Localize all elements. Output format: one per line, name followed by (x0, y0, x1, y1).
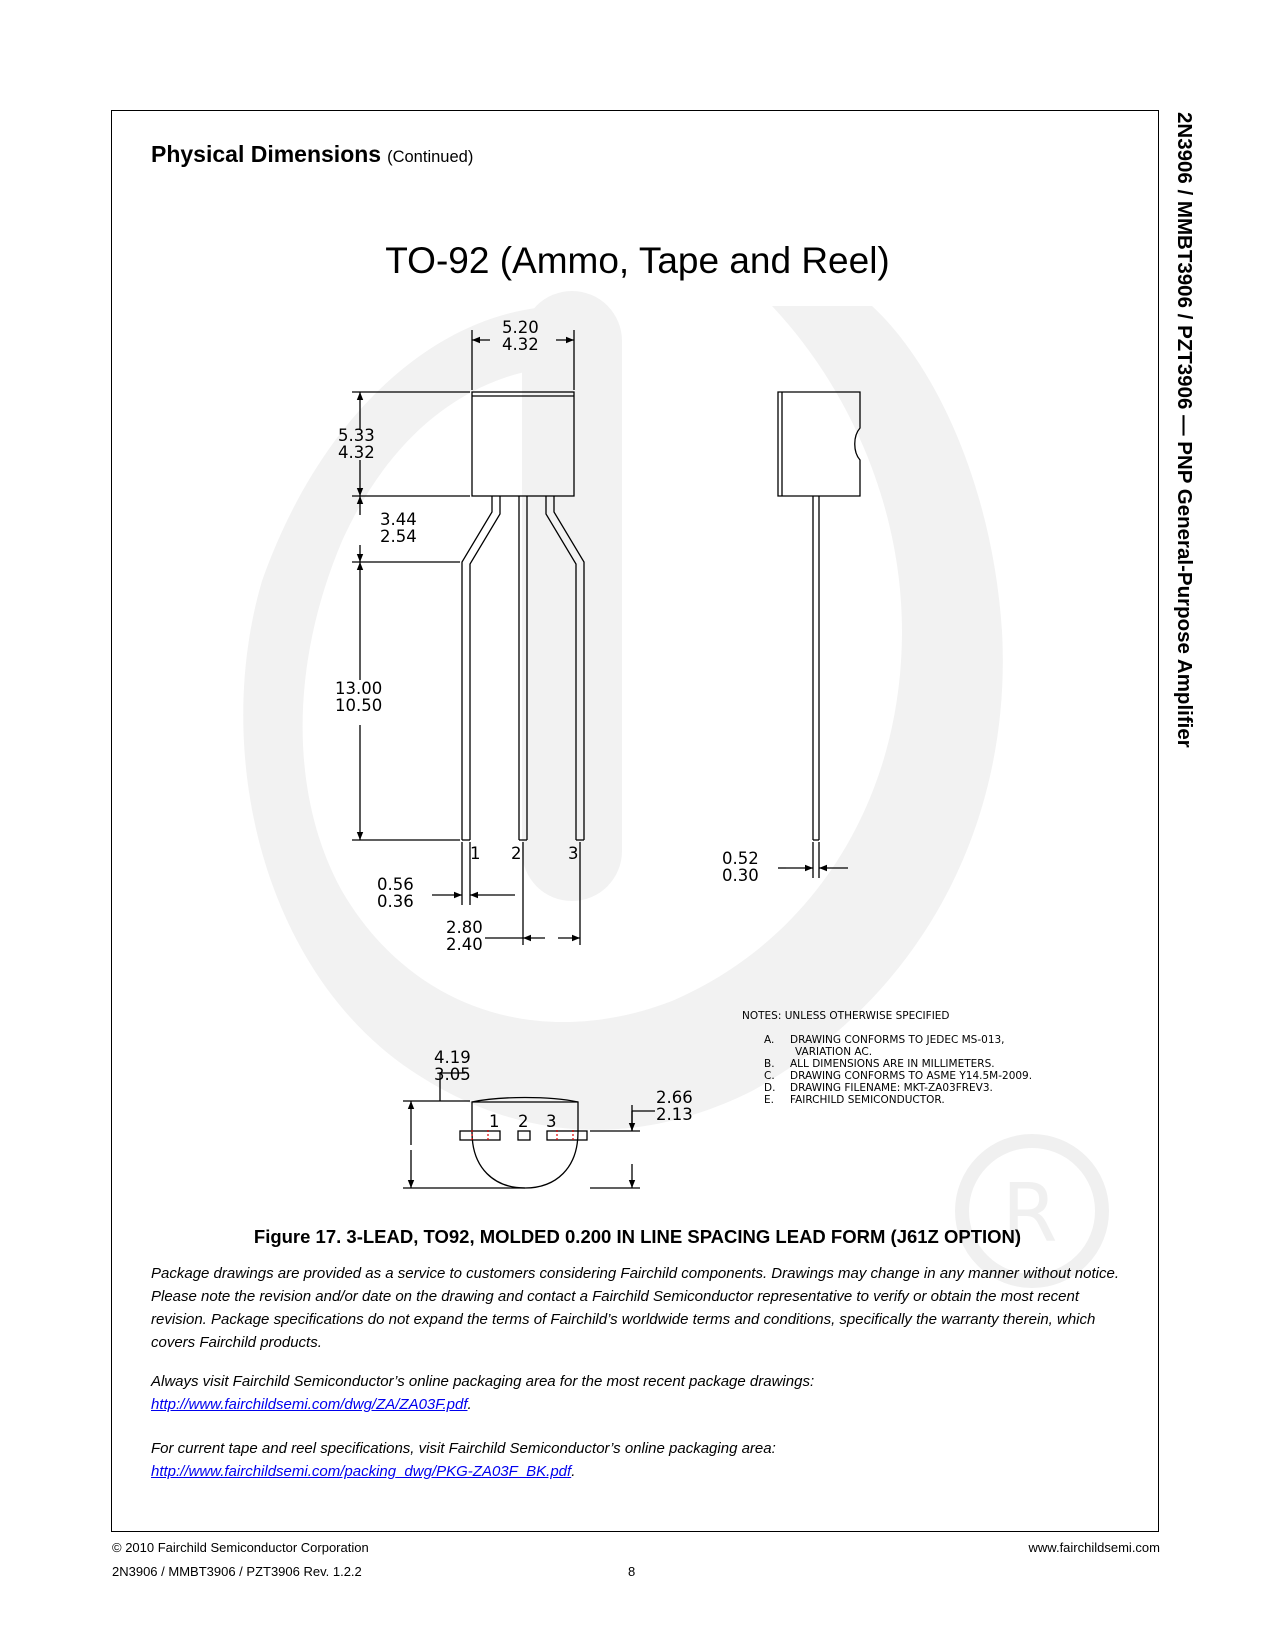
note-c-label: C. (764, 1070, 775, 1082)
dim-bottom-depth-min: 3.05 (434, 1065, 471, 1084)
tape-reel-link[interactable]: http://www.fairchildsemi.com/packing_dwg/PKG-ZA03F_BK.pdf (151, 1463, 572, 1480)
lead-2 (519, 496, 527, 840)
section-title: Physical Dimensions (151, 141, 382, 167)
tape-reel-link-suffix: . (571, 1463, 576, 1480)
packaging-text: Always visit Fairchild Semiconductor’s online packaging area for the most recent package drawings: (151, 1373, 815, 1390)
note-e-label: E. (764, 1094, 774, 1106)
note-d-label: D. (764, 1082, 776, 1094)
footer-page-number: 8 (628, 1564, 636, 1579)
package-title: TO-92 (Ammo, Tape and Reel) (385, 240, 890, 281)
packaging-link-suffix: . (467, 1396, 472, 1413)
document-side-title: 2N3906 / MMBT3906 / PZT3906 — PNP General-Purpose Amplifier (1173, 112, 1196, 748)
lead-3 (546, 496, 584, 840)
disclaimer-paragraph: Package drawings are provided as a service to customers considering Fairchild components. Drawings may change in any manner without notice. Please note the revision and/or date on the drawing and contact a Fairchild Semiconductor representative to verify or obtain the most recent revision. Package specifications do not expand the terms of Fairchild’s worldwide terms and conditions, specifically the warranty therein, which covers Fairchild products. (151, 1265, 1119, 1351)
lead-1 (462, 496, 500, 840)
note-b-label: B. (764, 1058, 775, 1070)
note-a-label: A. (764, 1034, 775, 1046)
bottom-lead-number-2: 2 (518, 1112, 529, 1131)
svg-text:R: R (1002, 1167, 1058, 1260)
dim-lead-width-max: 0.56 (377, 875, 414, 894)
packaging-paragraph (151, 1370, 1131, 1416)
dim-lead-thickness-max: 0.52 (722, 849, 759, 868)
note-d-line-1: DRAWING FILENAME: MKT-ZA03FREV3. (790, 1082, 993, 1094)
dim-lead-length-max: 13.00 (335, 679, 383, 698)
note-a-line-1: DRAWING CONFORMS TO JEDEC MS-013, (790, 1034, 1005, 1046)
front-body (472, 392, 574, 496)
note-e-line-1: FAIRCHILD SEMICONDUCTOR. (790, 1094, 945, 1106)
tape-reel-text: For current tape and reel specifications, visit Fairchild Semiconductor’s online packaging area: (151, 1440, 776, 1457)
tape-reel-paragraph (151, 1437, 1131, 1483)
note-b-line-1: ALL DIMENSIONS ARE IN MILLIMETERS. (790, 1058, 995, 1070)
dim-bottom-height-min: 2.13 (656, 1105, 693, 1124)
note-a-line-2: VARIATION AC. (795, 1046, 873, 1058)
dim-bend-max: 3.44 (380, 510, 417, 529)
bottom-pad-2 (518, 1131, 530, 1140)
bottom-pad-1 (460, 1131, 500, 1140)
lead-number-3: 3 (568, 844, 579, 863)
dim-lead-pitch-min: 2.40 (446, 935, 483, 954)
dim-bottom-height-max: 2.66 (656, 1088, 693, 1107)
bottom-pad-3 (547, 1131, 587, 1140)
dim-body-height-max: 5.33 (338, 426, 375, 445)
dim-lead-thickness-min: 0.30 (722, 866, 759, 885)
lead-number-2: 2 (511, 844, 522, 863)
dim-bottom-depth-max: 4.19 (434, 1048, 471, 1067)
dim-body-width-max: 5.20 (502, 318, 539, 337)
dim-lead-pitch-max: 2.80 (446, 918, 483, 937)
note-c-line-1: DRAWING CONFORMS TO ASME Y14.5M-2009. (790, 1070, 1033, 1082)
footer-copyright: © 2010 Fairchild Semiconductor Corporation (112, 1540, 369, 1555)
dim-bend-min: 2.54 (380, 527, 417, 546)
dim-lead-length-min: 10.50 (335, 696, 383, 715)
dim-lead-width-min: 0.36 (377, 892, 414, 911)
dim-body-width-min: 4.32 (502, 335, 539, 354)
dim-body-height-min: 4.32 (338, 443, 375, 462)
packaging-link[interactable]: http://www.fairchildsemi.com/dwg/ZA/ZA03F.pdf (151, 1396, 468, 1413)
footer-website: www.fairchildsemi.com (1028, 1540, 1160, 1555)
bottom-lead-number-1: 1 (489, 1112, 500, 1131)
footer-revision: 2N3906 / MMBT3906 / PZT3906 Rev. 1.2.2 (112, 1564, 362, 1579)
section-continued: (Continued) (387, 148, 474, 166)
lead-number-1: 1 (470, 844, 481, 863)
notes-header: NOTES: UNLESS OTHERWISE SPECIFIED (742, 1010, 950, 1022)
side-body (778, 392, 860, 496)
figure-caption: Figure 17. 3-LEAD, TO92, MOLDED 0.200 IN LINE SPACING LEAD FORM (J61Z OPTION) (253, 1226, 1022, 1247)
bottom-lead-number-3: 3 (546, 1112, 557, 1131)
